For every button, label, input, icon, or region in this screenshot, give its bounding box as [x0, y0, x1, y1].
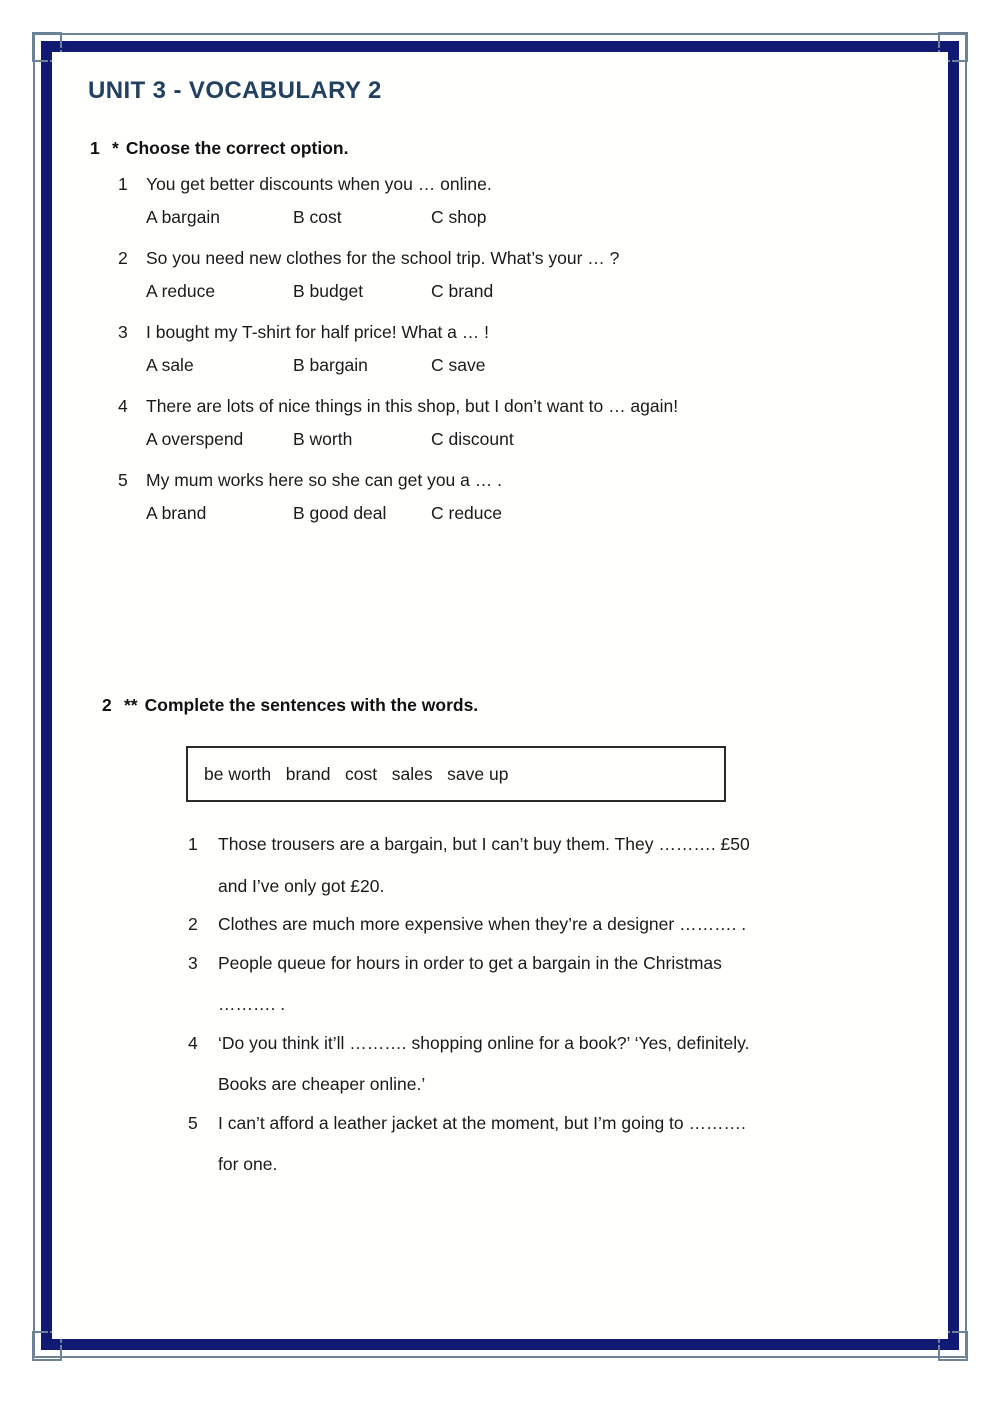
option-a[interactable]: A bargain: [146, 207, 220, 228]
exercise-1-difficulty-stars: *: [112, 138, 119, 158]
word-bank-words: be worth brand cost sales save up: [204, 763, 509, 784]
question-number: 3: [118, 322, 128, 343]
gapfill-item: [52, 1112, 948, 1133]
gapfill-text: ‘Do you think it’ll ………. shopping online for a book?’ ‘Yes, definitely.: [218, 1032, 750, 1053]
exercise-2-difficulty-stars: **: [124, 695, 138, 715]
option-b[interactable]: B cost: [293, 207, 342, 228]
option-a[interactable]: A sale: [146, 355, 194, 376]
question-text: There are lots of nice things in this shop, but I don’t want to … again!: [146, 396, 679, 417]
question-number: 2: [118, 248, 128, 269]
question-number: 5: [118, 470, 128, 491]
question-options: [52, 355, 948, 376]
word-bank-box: [186, 746, 726, 802]
exercise-1: [52, 138, 948, 543]
worksheet-sheet: [52, 52, 948, 1339]
exercise-2-heading: [52, 695, 948, 716]
question-item: [52, 321, 948, 344]
option-a[interactable]: A reduce: [146, 281, 216, 302]
exercise-1-number: 1: [90, 138, 100, 158]
question-number: 1: [118, 174, 128, 194]
question-item: [52, 173, 948, 196]
option-b[interactable]: B budget: [293, 281, 364, 302]
gapfill-text: I can’t afford a leather jacket at the moment, but I’m going to ……….: [218, 1112, 746, 1133]
question-text: I bought my T-shirt for half price! What a … !: [146, 322, 490, 343]
option-b[interactable]: B bargain: [293, 355, 368, 376]
gapfill-item: [52, 916, 948, 934]
gapfill-text: People queue for hours in order to get a bargain in the Christmas: [218, 952, 722, 973]
question-item: [52, 469, 948, 492]
option-b[interactable]: B good deal: [293, 503, 387, 524]
gapfill-number: 4: [188, 1032, 198, 1053]
gapfill-continuation: for one.: [218, 1154, 278, 1174]
question-item: [52, 247, 948, 270]
option-c[interactable]: C brand: [431, 281, 494, 302]
option-c[interactable]: C shop: [431, 207, 487, 228]
word-bank-wrapper: [52, 746, 948, 802]
gapfill-item: [52, 1032, 948, 1053]
option-c[interactable]: C discount: [431, 429, 514, 450]
gapfill-continuation: Books are cheaper online.’: [218, 1074, 426, 1094]
gapfill-continuation: ………. .: [218, 994, 286, 1014]
exercise-2-item-list: [52, 836, 948, 1174]
question-options: [52, 207, 948, 228]
exercise-1-question-list: [52, 173, 948, 524]
question-item: [52, 395, 948, 418]
question-text: You get better discounts when you … online.: [146, 174, 492, 194]
gapfill-item: [52, 952, 948, 973]
question-options: [52, 503, 948, 524]
exercise-2: [52, 695, 948, 1195]
question-text: My mum works here so she can get you a … .: [146, 470, 502, 491]
gapfill-number: 2: [188, 914, 198, 934]
exercise-1-heading: [52, 138, 948, 159]
option-b[interactable]: B worth: [293, 429, 353, 450]
question-options: [52, 429, 948, 450]
exercise-2-number: 2: [102, 695, 112, 715]
gapfill-number: 3: [188, 952, 198, 973]
gapfill-item: [52, 836, 948, 854]
gapfill-number: 1: [188, 834, 198, 854]
page-title: UNIT 3 - VOCABULARY 2: [88, 77, 382, 104]
option-c[interactable]: C reduce: [431, 503, 503, 524]
gapfill-text: Clothes are much more expensive when they’re a designer ………. .: [218, 914, 747, 934]
exercise-1-instruction: Choose the correct option.: [125, 138, 349, 158]
gapfill-text: Those trousers are a bargain, but I can’t buy them. They ………. £50: [218, 834, 750, 854]
gapfill-continuation: and I’ve only got £20.: [218, 875, 385, 896]
option-a[interactable]: A brand: [146, 503, 207, 524]
option-c[interactable]: C save: [431, 355, 486, 376]
option-a[interactable]: A overspend: [146, 429, 244, 450]
question-text: So you need new clothes for the school trip. What’s your … ?: [146, 248, 620, 269]
question-options: [52, 281, 948, 302]
exercise-2-instruction: Complete the sentences with the words.: [144, 695, 479, 715]
question-number: 4: [118, 396, 128, 417]
gapfill-number: 5: [188, 1112, 198, 1133]
